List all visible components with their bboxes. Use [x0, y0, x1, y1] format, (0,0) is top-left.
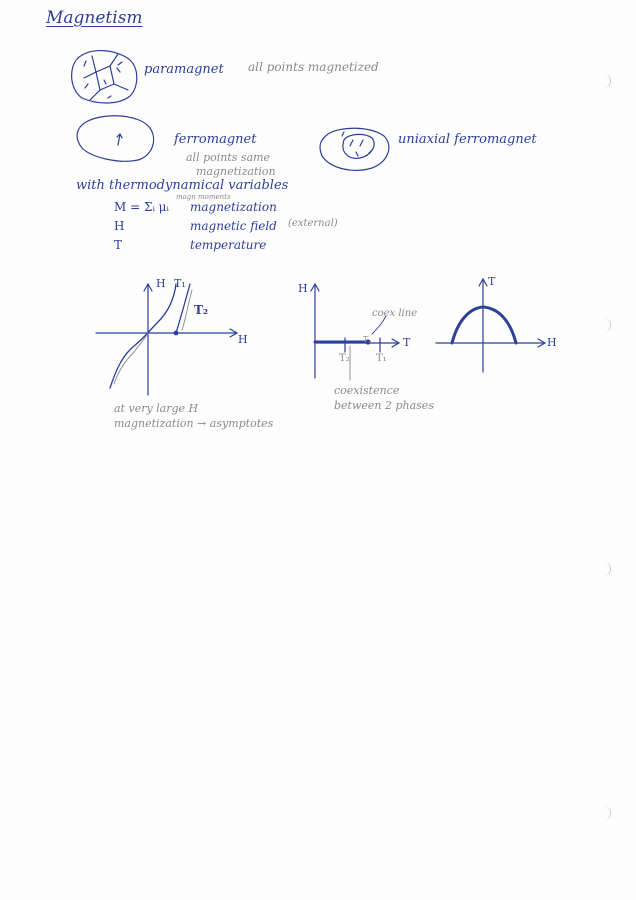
thermo-symbol-m: M = Σᵢ μᵢ — [114, 200, 169, 214]
paramagnet-label: paramagnet — [144, 62, 224, 77]
graph2-t1-label: T₁ — [376, 353, 387, 364]
graph3-x-label: H — [547, 336, 557, 349]
graph2-plot — [311, 284, 399, 380]
graph1-y-label: H — [156, 277, 166, 290]
ferromagnet-note-line2: magnetization — [196, 165, 276, 178]
graph2-tc-label: T꜀ — [363, 335, 372, 344]
graph2-coex-label: coex line — [372, 308, 418, 319]
thermo-heading: with thermodynamical variables — [76, 178, 289, 193]
thermo-symbol-h: H — [114, 219, 125, 233]
ferromagnet-sketch — [77, 116, 154, 162]
thermo-meaning-m: magnetization — [190, 200, 277, 214]
paramagnet-sketch — [72, 51, 137, 103]
thermo-small-note: magn moments — [176, 193, 231, 201]
ferromagnet-label: ferromagnet — [174, 132, 257, 147]
thermo-meaning-h: magnetic field — [190, 219, 277, 233]
thermo-meaning-t: temperature — [190, 238, 267, 252]
graph2-caption-line1: coexistence — [334, 384, 400, 397]
uniaxial-label: uniaxial ferromagnet — [398, 132, 537, 147]
graph1-t1-label: T₁ — [174, 277, 186, 290]
graph2-y-label: H — [298, 282, 308, 295]
graph2-x-label: T — [403, 336, 411, 349]
thermo-note-h: (external) — [288, 218, 338, 229]
graph1-x-label: H — [238, 333, 248, 346]
uniaxial-sketch — [320, 128, 389, 170]
graph3-y-label: T — [488, 275, 496, 288]
graph3-plot — [436, 279, 545, 372]
paramagnet-note: all points magnetized — [248, 60, 379, 74]
ferromagnet-note-line1: all points same — [186, 151, 271, 164]
page-title: Magnetism — [46, 8, 143, 28]
graph1-caption-line2: magnetization → asymptotes — [114, 417, 274, 430]
graph1-caption-line1: at very large H — [114, 402, 199, 415]
graph2-caption-line2: between 2 phases — [334, 399, 434, 412]
graph1-t2-label: T₂ — [194, 303, 209, 317]
graph1-plot — [96, 284, 237, 395]
thermo-symbol-t: T — [114, 238, 123, 252]
graph2-t2-label: T₂ — [339, 353, 350, 364]
